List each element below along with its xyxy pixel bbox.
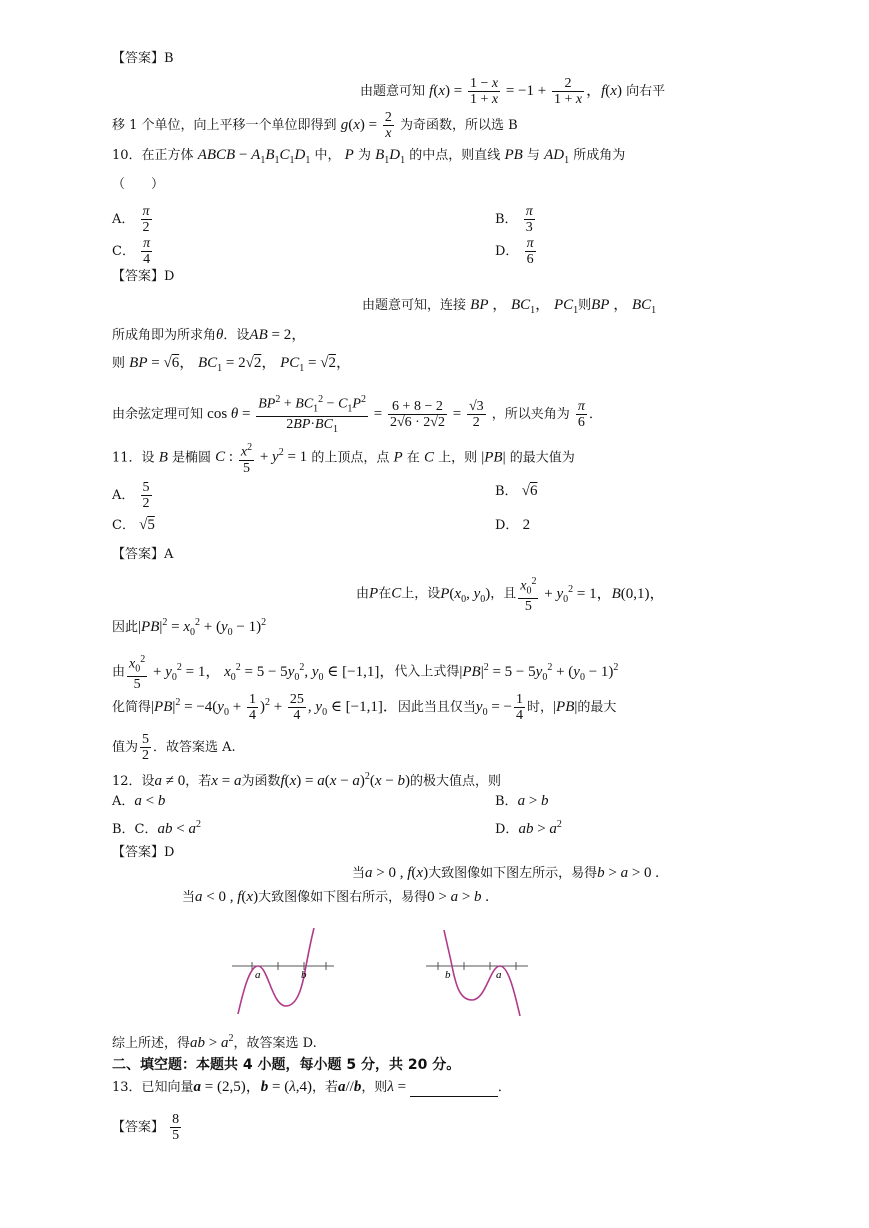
q11-stem-mid2: 的上顶点，点 bbox=[311, 450, 390, 466]
q12-opt-d-label: D． bbox=[495, 822, 519, 837]
q12-exp1-mid: 大致图像如下图左所示，易得 bbox=[428, 866, 598, 881]
section2-heading: 二、填空题：本题共 4 小题，每小题 5 分，共 20 分。 bbox=[112, 1057, 461, 1073]
q12-opt-a-value: a < b bbox=[134, 793, 166, 809]
q13-answer-den: 5 bbox=[172, 1128, 180, 1143]
q11-p: P bbox=[393, 449, 403, 466]
q11-exp1-p: P bbox=[369, 585, 379, 602]
q11-exp4-abs: |PB| bbox=[553, 698, 578, 715]
q12-exp1-res: b > a > 0 . bbox=[597, 865, 660, 881]
q12-stem-mid2: 为函数 bbox=[241, 774, 281, 789]
q9-explanation-line1 bbox=[360, 76, 665, 107]
q10-b1d1: $B_1D_1$ bbox=[375, 147, 406, 166]
q13-answer-num: 8 bbox=[172, 1112, 180, 1127]
q11-exp4-eq: $|PB|^2 = -4(y_0$ + $\frac{1}{4}$ )$^2$ + $\frac{25}{4}$ , $y_0$ ∈ [−1,1]． bbox=[151, 692, 398, 723]
q10-angle-result: $\frac{\pi}{6}$ bbox=[577, 399, 585, 431]
q12-a-neq: a ≠ 0 bbox=[154, 773, 186, 789]
q10-exp1-text: 由题意可知，连接 bbox=[362, 298, 467, 313]
q9-exp2-suffix: 为奇函数，所以选 B bbox=[399, 117, 518, 133]
q10-stem bbox=[112, 146, 625, 170]
q11-opt-c-value: √5 bbox=[139, 517, 155, 533]
q11-opt-b-label: B． bbox=[495, 484, 518, 499]
q13-answer-line bbox=[112, 1112, 183, 1143]
q12-option-b bbox=[495, 792, 549, 811]
q9-formula-g: g(x) = $\frac{2}{x}$ bbox=[340, 110, 392, 141]
q10-option-a bbox=[112, 204, 154, 235]
q11-stem-prefix: 11．设 bbox=[112, 450, 155, 466]
q10-stem-mid4: 与 bbox=[526, 148, 540, 163]
q10-option-b bbox=[495, 204, 537, 235]
q10-stem-prefix: 10．在正方体 bbox=[112, 148, 194, 163]
q10-opt-d-label: D． bbox=[495, 244, 519, 259]
q13-parallel: a//b bbox=[337, 1079, 362, 1095]
q11-exp3-prefix: 由 bbox=[112, 664, 126, 680]
q9-explanation-line2 bbox=[112, 110, 518, 141]
q11-exp3-eq2: $|PB|^2 = 5 - 5y_0^2 + (y_0 - 1)^2$ bbox=[459, 661, 619, 683]
q12-stem-prefix: 12．设 bbox=[112, 774, 155, 789]
q10-stem-mid3: 的中点，则直线 bbox=[409, 148, 501, 163]
q12-graph-right bbox=[424, 928, 534, 1020]
q12-exp2-res: 0 > a > b . bbox=[427, 889, 490, 905]
q13-stem-mid: ，若 bbox=[311, 1080, 338, 1095]
label-b: b bbox=[301, 969, 307, 981]
q12-exp1-prefix: 当 bbox=[352, 866, 366, 881]
q11-explanation-line5 bbox=[112, 732, 236, 763]
q10-ab-eq: AB = 2， bbox=[249, 327, 307, 343]
q10-paren: （ ） bbox=[112, 177, 165, 192]
q10-exp1-math2: BP ， $BC_1$ bbox=[591, 297, 657, 316]
q12-conclusion bbox=[112, 1030, 317, 1053]
q11-stem-mid4: 上，则 bbox=[438, 450, 478, 466]
q12-opt-b-label: B． bbox=[495, 794, 518, 809]
label-a: a bbox=[255, 969, 261, 981]
q10-lengths: BP = √6， $BC_1 = 2√2$， $PC_1 = √2$， bbox=[129, 355, 351, 374]
q11-exp4-suffix: 的最大 bbox=[577, 699, 617, 715]
q10-exp4-suffix: ，所以夹角为 bbox=[491, 407, 570, 423]
q12-function: $f(x) = a(x - a)^2(x - b)$ bbox=[280, 771, 411, 789]
q11-exp5-prefix: 值为 bbox=[112, 740, 139, 755]
q12-x-eq: x = a bbox=[211, 773, 242, 789]
q11-exp1-mid3: ，且 bbox=[490, 586, 517, 602]
q12-stem-suffix: 的极大值点，则 bbox=[410, 774, 502, 789]
q11-option-d bbox=[495, 516, 530, 535]
q11-exp1-eq: $\frac{x_0^2}{5}$ + $y_0^2 = 1$，B(0,1)， bbox=[520, 576, 665, 615]
q11-exp1-prefix: 由 bbox=[356, 586, 370, 602]
q10-exp2-mid: ．设 bbox=[223, 328, 250, 343]
q12-stem bbox=[112, 768, 501, 791]
q11-exp4-prefix: 化简得 bbox=[112, 699, 152, 715]
q11-opt-a-value: $\frac{5}{2}$ bbox=[142, 480, 150, 511]
q12-option-d bbox=[495, 816, 562, 839]
q13-stem bbox=[112, 1078, 511, 1097]
answer-tag: 【答案】 bbox=[112, 269, 165, 284]
q11-stem bbox=[112, 440, 575, 476]
q10-answer: D bbox=[164, 269, 175, 284]
q12-exp2-mid: 大致图像如下图右所示，易得 bbox=[258, 890, 428, 905]
q10-opt-b-label: B． bbox=[495, 212, 518, 227]
q12-answer: D bbox=[164, 845, 175, 860]
q11-exp2-eq: $|PB|^2 = x_0^2 + (y_0 - 1)^2$ bbox=[138, 617, 267, 638]
q13-stem-prefix: 13．已知向量 bbox=[112, 1080, 194, 1095]
q10-explanation-line4: 由余弦定理可知 cos θ = $\frac{BP^2 + BC_1^2 - C_1P^2}{2BP\cdot BC_1}$ = $\frac{6 + 8 - 2}{2√6 \cdot 2√2}$ = $\frac{√3}{2}$ ，所以夹角为 $\frac{\pi}{6}$ ． bbox=[112, 394, 602, 436]
q11-explanation-line4 bbox=[112, 692, 616, 723]
q10-stem-mid2: 为 bbox=[357, 148, 371, 163]
q10-exp2-prefix: 所成角即为所求角 bbox=[112, 328, 217, 343]
q11-stem-mid: 是椭圆 bbox=[172, 450, 212, 466]
q11-option-a bbox=[112, 480, 154, 511]
q10-opt-c-label: C． bbox=[112, 244, 135, 259]
q12-conclusion-eq: ab > $a^2$ bbox=[190, 1033, 234, 1051]
q10-explanation-line2 bbox=[112, 326, 306, 345]
q11-pb-abs: |PB| bbox=[481, 449, 506, 466]
q9-answer-line bbox=[112, 50, 174, 68]
label-a: a bbox=[496, 969, 502, 981]
q11-explanation-line1 bbox=[356, 574, 665, 614]
q11-exp2-prefix: 因此 bbox=[112, 620, 139, 635]
q11-exp4-mid2: 时， bbox=[527, 699, 554, 715]
q11-opt-a-label: A． bbox=[112, 488, 135, 503]
q12-exp2-prefix: 当 bbox=[182, 890, 196, 905]
q12-opt-c-label: B．C． bbox=[112, 822, 158, 837]
answer-tag: 【答案】 bbox=[112, 547, 165, 562]
q11-exp1-point: $P(x_0$, $y_0$) bbox=[440, 585, 491, 605]
q10-option-d bbox=[495, 236, 538, 267]
q11-exp4-mid: 因此当且仅当 bbox=[397, 699, 476, 715]
q11-exp1-mid2: 上，设 bbox=[401, 586, 441, 602]
q10-opt-a-value: $\frac{\pi}{2}$ bbox=[142, 204, 150, 235]
q10-exp1-then: 则 bbox=[578, 298, 592, 313]
q12-opt-c-value: ab < $a^2$ bbox=[157, 819, 201, 837]
q11-option-c bbox=[112, 516, 155, 535]
q13-answer-fraction bbox=[170, 1112, 181, 1143]
q12-explanation-line2 bbox=[182, 888, 489, 907]
q10-cos-formula: cos θ = $\frac{BP^2 + BC_1^2 - C_1P^2}{2BP\cdot BC_1}$ = $\frac{6 + 8 - 2}{2√6 \cdot 2√2}$ = $\frac{√3}{2}$ bbox=[207, 394, 484, 436]
q11-opt-c-label: C． bbox=[112, 518, 135, 533]
answer-tag: 【答案】 bbox=[112, 845, 165, 860]
q12-option-a bbox=[112, 792, 165, 811]
q9-exp2-prefix: 移 1 个单位，向上平移一个单位即得到 bbox=[112, 117, 337, 133]
q10-exp3-prefix: 则 bbox=[112, 356, 126, 371]
q12-exp2-cond: a < 0 , f(x) bbox=[195, 889, 259, 905]
q11-exp4-y0: $y_0$ = − $\frac{1}{4}$ bbox=[475, 692, 523, 723]
q10-pb: PB bbox=[504, 147, 523, 163]
q10-opt-a-label: A． bbox=[112, 212, 135, 227]
q11-stem-suffix: 的最大值为 bbox=[509, 450, 575, 466]
q11-explanation-line3 bbox=[112, 652, 618, 692]
q13-stem-mid2: ，则 bbox=[361, 1080, 388, 1095]
q10-exp1-math1: BP ， $BC_1$， $PC_1$ bbox=[470, 297, 579, 316]
q9-exp-mid: 向右平 bbox=[626, 83, 666, 99]
q10-explanation-line1 bbox=[362, 296, 656, 320]
q10-exp4-prefix: 由余弦定理可知 bbox=[112, 407, 204, 423]
q10-theta: θ bbox=[216, 327, 224, 343]
q11-option-b bbox=[495, 482, 537, 501]
q12-opt-a-label: A． bbox=[112, 794, 135, 809]
q11-opt-d-value: 2 bbox=[522, 517, 531, 533]
q13-stem-suffix: ． bbox=[497, 1080, 511, 1095]
q10-explanation-line3 bbox=[112, 354, 351, 378]
label-b: b bbox=[445, 969, 451, 981]
q10-opt-d-value: $\frac{\pi}{6}$ bbox=[526, 236, 534, 267]
q12-opt-d-value: ab > $a^2$ bbox=[518, 819, 562, 837]
q12-conclusion-suffix: ，故答案选 D. bbox=[233, 1036, 317, 1051]
q12-conclusion-prefix: 综上所述，得 bbox=[112, 1036, 191, 1051]
q10-opt-b-value: $\frac{\pi}{3}$ bbox=[525, 204, 533, 235]
q10-option-c bbox=[112, 236, 154, 267]
q13-lambda: λ = bbox=[387, 1079, 410, 1095]
q11-stem-mid3: 在 bbox=[406, 450, 420, 466]
q11-exp5-val: $\frac{5}{2}$ bbox=[142, 732, 150, 763]
q12-answer-line bbox=[112, 844, 174, 862]
q12-explanation-line1 bbox=[352, 864, 659, 883]
answer-tag: 【答案】 bbox=[112, 51, 165, 66]
q11-exp3-eq: $\frac{x_0^2}{5}$ + $y_0^2 = 1$， $x_0^2 = 5 - 5y_0^2$, $y_0$ ∈ [−1,1]， bbox=[129, 654, 395, 693]
q10-answer-line bbox=[112, 268, 174, 286]
q12-opt-b-value: a > b bbox=[517, 793, 549, 809]
q9-exp-prefix: 由题意可知 bbox=[360, 83, 426, 99]
q11-exp1-mid: 在 bbox=[378, 586, 392, 602]
answer-tag: 【答案】 bbox=[112, 1120, 165, 1135]
q10-stem-suffix: 所成角为 bbox=[573, 148, 626, 163]
q11-exp1-c: C bbox=[391, 585, 402, 602]
q11-answer-line bbox=[112, 546, 173, 564]
q11-explanation-line2 bbox=[112, 614, 266, 642]
q13-answer-blank[interactable] bbox=[410, 1082, 498, 1097]
q11-ellipse: C : $\frac{x^2}{5}$ + $y^2 = 1$ bbox=[215, 442, 308, 476]
q12-graph-left bbox=[230, 928, 340, 1020]
q10-opt-c-value: $\frac{\pi}{4}$ bbox=[143, 236, 151, 267]
q10-cube: ABCB − $A_1B_1C_1D_1$ bbox=[197, 147, 311, 166]
q10-ad1: $AD_1$ bbox=[544, 147, 570, 166]
q9-formula-f: f(x) = $\frac{1 - x}{1 + x}$ = −1 + $\frac{2}{1 + x}$ ，f(x) bbox=[429, 76, 622, 107]
q12-exp1-cond: a > 0 , f(x) bbox=[365, 865, 429, 881]
cubic-curve bbox=[444, 930, 520, 1016]
q11-exp5-suffix: ．故答案选 A. bbox=[153, 740, 236, 755]
q12-option-c bbox=[112, 816, 201, 839]
q10-stem-mid: 中， bbox=[314, 148, 341, 163]
q13-vector-a: a = (2,5)，b = (λ,4) bbox=[193, 1079, 312, 1095]
q11-opt-d-label: D． bbox=[495, 518, 519, 533]
q11-b: B bbox=[158, 449, 168, 466]
q12-stem-mid: ，若 bbox=[185, 774, 212, 789]
q11-c: C bbox=[423, 449, 434, 466]
q10-point-p: P bbox=[344, 147, 354, 163]
q11-exp3-mid: 代入上式得 bbox=[394, 664, 460, 680]
q11-opt-b-value: √6 bbox=[521, 483, 538, 499]
q9-answer: B bbox=[164, 51, 174, 66]
q11-answer: A bbox=[164, 547, 174, 562]
